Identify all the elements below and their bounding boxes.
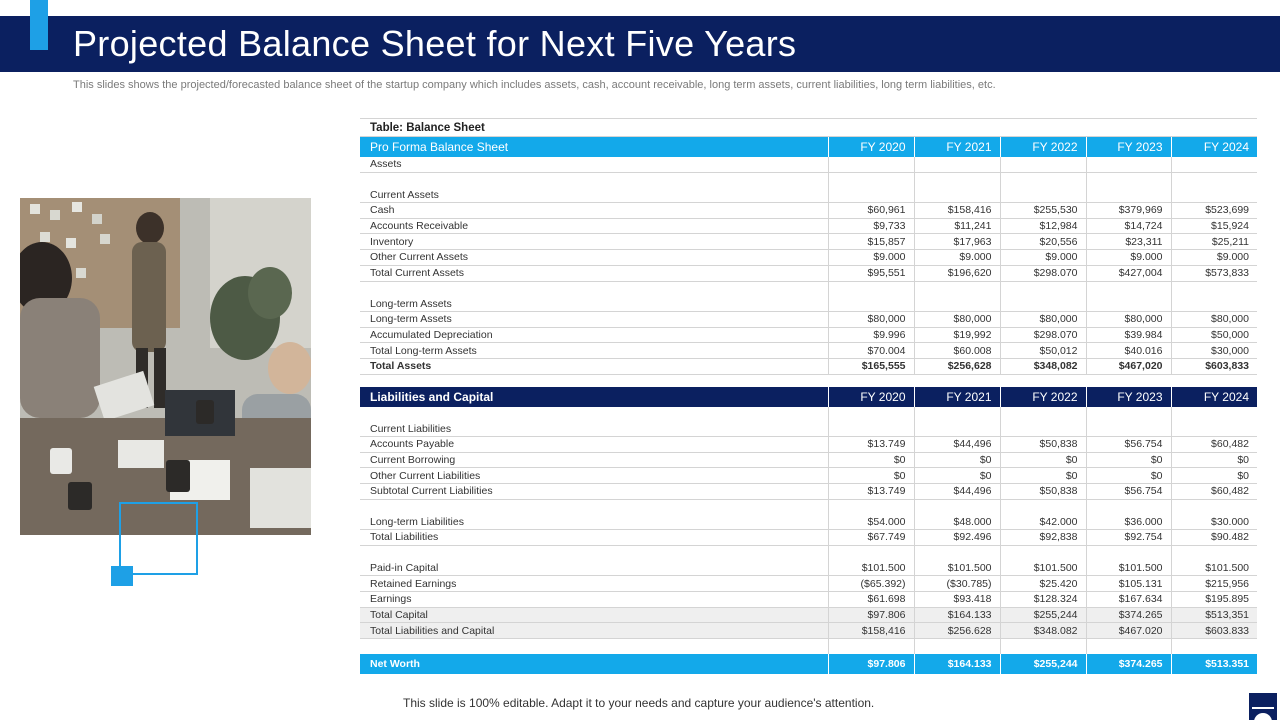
row-value [1086,421,1171,436]
year-header: FY 2024 [1171,137,1257,158]
row-value: $30.000 [1171,514,1257,529]
row-value: $427,004 [1086,265,1171,281]
row-label: Accounts Receivable [360,218,828,234]
row-value: $93.418 [914,591,1000,607]
row-value: $36.000 [1086,514,1171,529]
row-value [1000,296,1086,311]
row-value [914,281,1000,296]
row-value [828,157,914,172]
row-value: $60,482 [1171,484,1257,500]
row-value: $0 [828,468,914,484]
spacer-cell [360,374,1257,387]
row-label: Inventory [360,234,828,250]
row-value: $80,000 [914,311,1000,327]
row-value: $92.496 [914,530,1000,546]
row-value: $25,211 [1171,234,1257,250]
row-value: $0 [1086,452,1171,468]
row-value: $9.996 [828,327,914,343]
row-value [828,281,914,296]
row-value [914,172,1000,187]
footer-note: This slide is 100% editable. Adapt it to your needs and capture your audience's attention. [403,696,875,710]
row-label: Current Borrowing [360,452,828,468]
row-value [1000,407,1086,422]
row-value: $14,724 [1086,218,1171,234]
row-value [1171,421,1257,436]
row-value: $12,984 [1000,218,1086,234]
row-value: $42.000 [1000,514,1086,529]
row-value: $90.482 [1171,530,1257,546]
row-value: $0 [1086,468,1171,484]
row-value [914,296,1000,311]
decorative-square [111,566,133,586]
row-value: $348,082 [1000,358,1086,374]
row-label: Long-term Liabilities [360,514,828,529]
row-value: $54.000 [828,514,914,529]
row-value [914,421,1000,436]
year-header: FY 2022 [1000,137,1086,158]
row-value: $80,000 [1171,311,1257,327]
row-value [1171,407,1257,422]
row-value: $56.754 [1086,437,1171,453]
table-row [360,343,1257,359]
row-value [1000,281,1086,296]
row-label: Total Liabilities and Capital [360,623,828,639]
table-row [360,607,1257,623]
row-value [914,638,1000,653]
row-value: $256,628 [914,358,1000,374]
row-value [1086,407,1171,422]
row-label: Total Capital [360,607,828,623]
row-value: $50,838 [1000,437,1086,453]
row-label: Other Current Liabilities [360,468,828,484]
net-worth-value: $374.265 [1086,654,1171,674]
row-value: $80,000 [1000,311,1086,327]
row-label [360,499,828,514]
row-value: $255,244 [1000,607,1086,623]
row-value: $298.070 [1000,327,1086,343]
row-value: ($65.392) [828,576,914,592]
row-label: Current Liabilities [360,421,828,436]
row-value: $0 [1000,468,1086,484]
row-value [1171,281,1257,296]
row-value: $603,833 [1171,358,1257,374]
row-value: $20,556 [1000,234,1086,250]
row-value: $101.500 [914,561,1000,576]
table-row [360,591,1257,607]
row-label [360,638,828,653]
row-value: $92.754 [1086,530,1171,546]
year-header: FY 2020 [828,137,914,158]
row-value: $603.833 [1171,623,1257,639]
row-value: $348.082 [1000,623,1086,639]
row-label: Paid-in Capital [360,561,828,576]
row-label: Total Current Assets [360,265,828,281]
year-header: FY 2022 [1000,387,1086,407]
table-row [360,203,1257,219]
row-value: $298.070 [1000,265,1086,281]
year-header: FY 2021 [914,387,1000,407]
row-label: Total Assets [360,358,828,374]
row-value [1000,545,1086,560]
row-label: Other Current Assets [360,250,828,266]
row-value: $60,482 [1171,437,1257,453]
row-value [1000,499,1086,514]
liabilities-header-row [360,387,1257,407]
row-value [914,499,1000,514]
row-value: $9.000 [1086,250,1171,266]
row-value [1086,187,1171,202]
year-header: FY 2021 [914,137,1000,158]
table-row [360,437,1257,453]
row-value: $25.420 [1000,576,1086,592]
row-value: $165,555 [828,358,914,374]
row-value: $13.749 [828,437,914,453]
row-label [360,172,828,187]
slide-subtitle: This slides shows the projected/forecasted balance sheet of the startup company which includes assets, cash, account receivable, long term assets, current liabilities, long term liabilities, etc. [73,79,996,91]
row-value: $0 [914,452,1000,468]
table-row [360,250,1257,266]
slide-title: Projected Balance Sheet for Next Five Years [73,23,797,64]
row-value [1171,187,1257,202]
row-label: Assets [360,157,828,172]
row-value: $15,924 [1171,218,1257,234]
row-value [828,421,914,436]
row-value: $13.749 [828,484,914,500]
table-row [360,157,1257,172]
row-value [828,296,914,311]
row-value: $97.806 [828,607,914,623]
row-value: $0 [914,468,1000,484]
row-value: $0 [1000,452,1086,468]
row-label: Accumulated Depreciation [360,327,828,343]
row-value: $19,992 [914,327,1000,343]
row-value [1086,296,1171,311]
table-row [360,265,1257,281]
row-value: $50,838 [1000,484,1086,500]
row-value: $256.628 [914,623,1000,639]
row-value: $11,241 [914,218,1000,234]
row-value [828,187,914,202]
row-value [828,499,914,514]
row-value: $196,620 [914,265,1000,281]
row-value: $48.000 [914,514,1000,529]
row-value [828,407,914,422]
row-value [828,638,914,653]
row-value: $9.000 [1171,250,1257,266]
table-row [360,234,1257,250]
row-value [914,407,1000,422]
row-value: $67.749 [828,530,914,546]
row-value: $15,857 [828,234,914,250]
row-value: $128.324 [1000,591,1086,607]
row-value: $60,961 [828,203,914,219]
table-row [360,484,1257,500]
row-value: $215,956 [1171,576,1257,592]
row-value: $523,699 [1171,203,1257,219]
table-row [360,421,1257,436]
row-label: Long-term Assets [360,296,828,311]
row-value: $39.984 [1086,327,1171,343]
row-value: $61.698 [828,591,914,607]
balance-sheet-table [360,118,1257,674]
table-row [360,281,1257,296]
row-value: ($30.785) [914,576,1000,592]
row-label: Long-term Assets [360,311,828,327]
team-meeting-photo [20,198,311,535]
row-value: $50,012 [1000,343,1086,359]
table-row [360,576,1257,592]
row-value: $195.895 [1171,591,1257,607]
row-value [1171,499,1257,514]
row-value: $17,963 [914,234,1000,250]
row-label [360,407,828,422]
row-value [1086,499,1171,514]
year-header: FY 2023 [1086,137,1171,158]
row-value: $255,530 [1000,203,1086,219]
row-value: $95,551 [828,265,914,281]
row-value: $30,000 [1171,343,1257,359]
row-value [914,545,1000,560]
net-worth-value: $97.806 [828,654,914,674]
table-row [360,530,1257,546]
row-value [1171,296,1257,311]
net-worth-label: Net Worth [360,654,828,674]
row-value: $44,496 [914,484,1000,500]
row-value: $40.016 [1086,343,1171,359]
balance-sheet-body [360,119,1257,674]
row-value: $50,000 [1171,327,1257,343]
table-caption: Table: Balance Sheet [360,119,1257,137]
row-value: $467.020 [1086,623,1171,639]
row-value [828,172,914,187]
row-value: $101.500 [1086,561,1171,576]
table-row [360,468,1257,484]
table-row [360,311,1257,327]
row-value: $9.000 [828,250,914,266]
row-value [914,187,1000,202]
row-label: Cash [360,203,828,219]
year-header: FY 2023 [1086,387,1171,407]
row-value [1086,281,1171,296]
row-label: Earnings [360,591,828,607]
row-value [1000,638,1086,653]
table-row [360,452,1257,468]
row-value: $9,733 [828,218,914,234]
net-worth-value: $513.351 [1171,654,1257,674]
logo-glyph [1249,693,1277,720]
row-value [1171,638,1257,653]
row-value [1086,545,1171,560]
table-row [360,327,1257,343]
row-value: $101.500 [1000,561,1086,576]
assets-header-row [360,137,1257,158]
row-value [1171,545,1257,560]
row-value: $70.004 [828,343,914,359]
row-value: $0 [1171,452,1257,468]
row-label [360,281,828,296]
row-value [1171,172,1257,187]
row-label: Total Long-term Assets [360,343,828,359]
row-value: $105.131 [1086,576,1171,592]
table-caption-row [360,119,1257,137]
year-header: FY 2024 [1171,387,1257,407]
net-worth-value: $164.133 [914,654,1000,674]
slide-logo-icon [1249,693,1277,720]
row-label: Total Liabilities [360,530,828,546]
table-row [360,172,1257,187]
row-value [1000,172,1086,187]
row-value: $374.265 [1086,607,1171,623]
decorative-frame [119,502,198,575]
row-label: Subtotal Current Liabilities [360,484,828,500]
row-value [1086,157,1171,172]
row-value [1086,172,1171,187]
row-value: $101.500 [1171,561,1257,576]
table-row [360,218,1257,234]
row-value: $0 [828,452,914,468]
table-row [360,545,1257,560]
section-spacer [360,374,1257,387]
row-value: $158,416 [914,203,1000,219]
row-value: $80,000 [828,311,914,327]
team-meeting-illustration [20,198,311,535]
table-row [360,638,1257,653]
row-value [1000,421,1086,436]
row-value: $23,311 [1086,234,1171,250]
table-row [360,296,1257,311]
row-value [1171,157,1257,172]
table-row [360,514,1257,529]
table-row [360,561,1257,576]
row-value: $9.000 [1000,250,1086,266]
net-worth-row [360,654,1257,674]
row-value [1086,638,1171,653]
header-label: Pro Forma Balance Sheet [360,137,828,158]
row-value: $80,000 [1086,311,1171,327]
table-row [360,407,1257,422]
row-value [1000,187,1086,202]
table-row [360,358,1257,374]
row-value: $92,838 [1000,530,1086,546]
row-label: Accounts Payable [360,437,828,453]
row-value: $573,833 [1171,265,1257,281]
year-header: FY 2020 [828,387,914,407]
row-value [914,157,1000,172]
table-row [360,499,1257,514]
row-value: $0 [1171,468,1257,484]
row-value [828,545,914,560]
accent-tab [30,0,48,50]
row-label: Retained Earnings [360,576,828,592]
row-value: $101.500 [828,561,914,576]
row-value: $513,351 [1171,607,1257,623]
row-value: $467,020 [1086,358,1171,374]
row-value: $158,416 [828,623,914,639]
row-value: $167.634 [1086,591,1171,607]
row-value: $379,969 [1086,203,1171,219]
row-value: $9.000 [914,250,1000,266]
row-label: Current Assets [360,187,828,202]
row-value [1000,157,1086,172]
table-row [360,187,1257,202]
net-worth-value: $255,244 [1000,654,1086,674]
header-label: Liabilities and Capital [360,387,828,407]
row-value: $60.008 [914,343,1000,359]
row-value: $164.133 [914,607,1000,623]
table-row [360,623,1257,639]
row-value: $56.754 [1086,484,1171,500]
row-value: $44,496 [914,437,1000,453]
row-label [360,545,828,560]
